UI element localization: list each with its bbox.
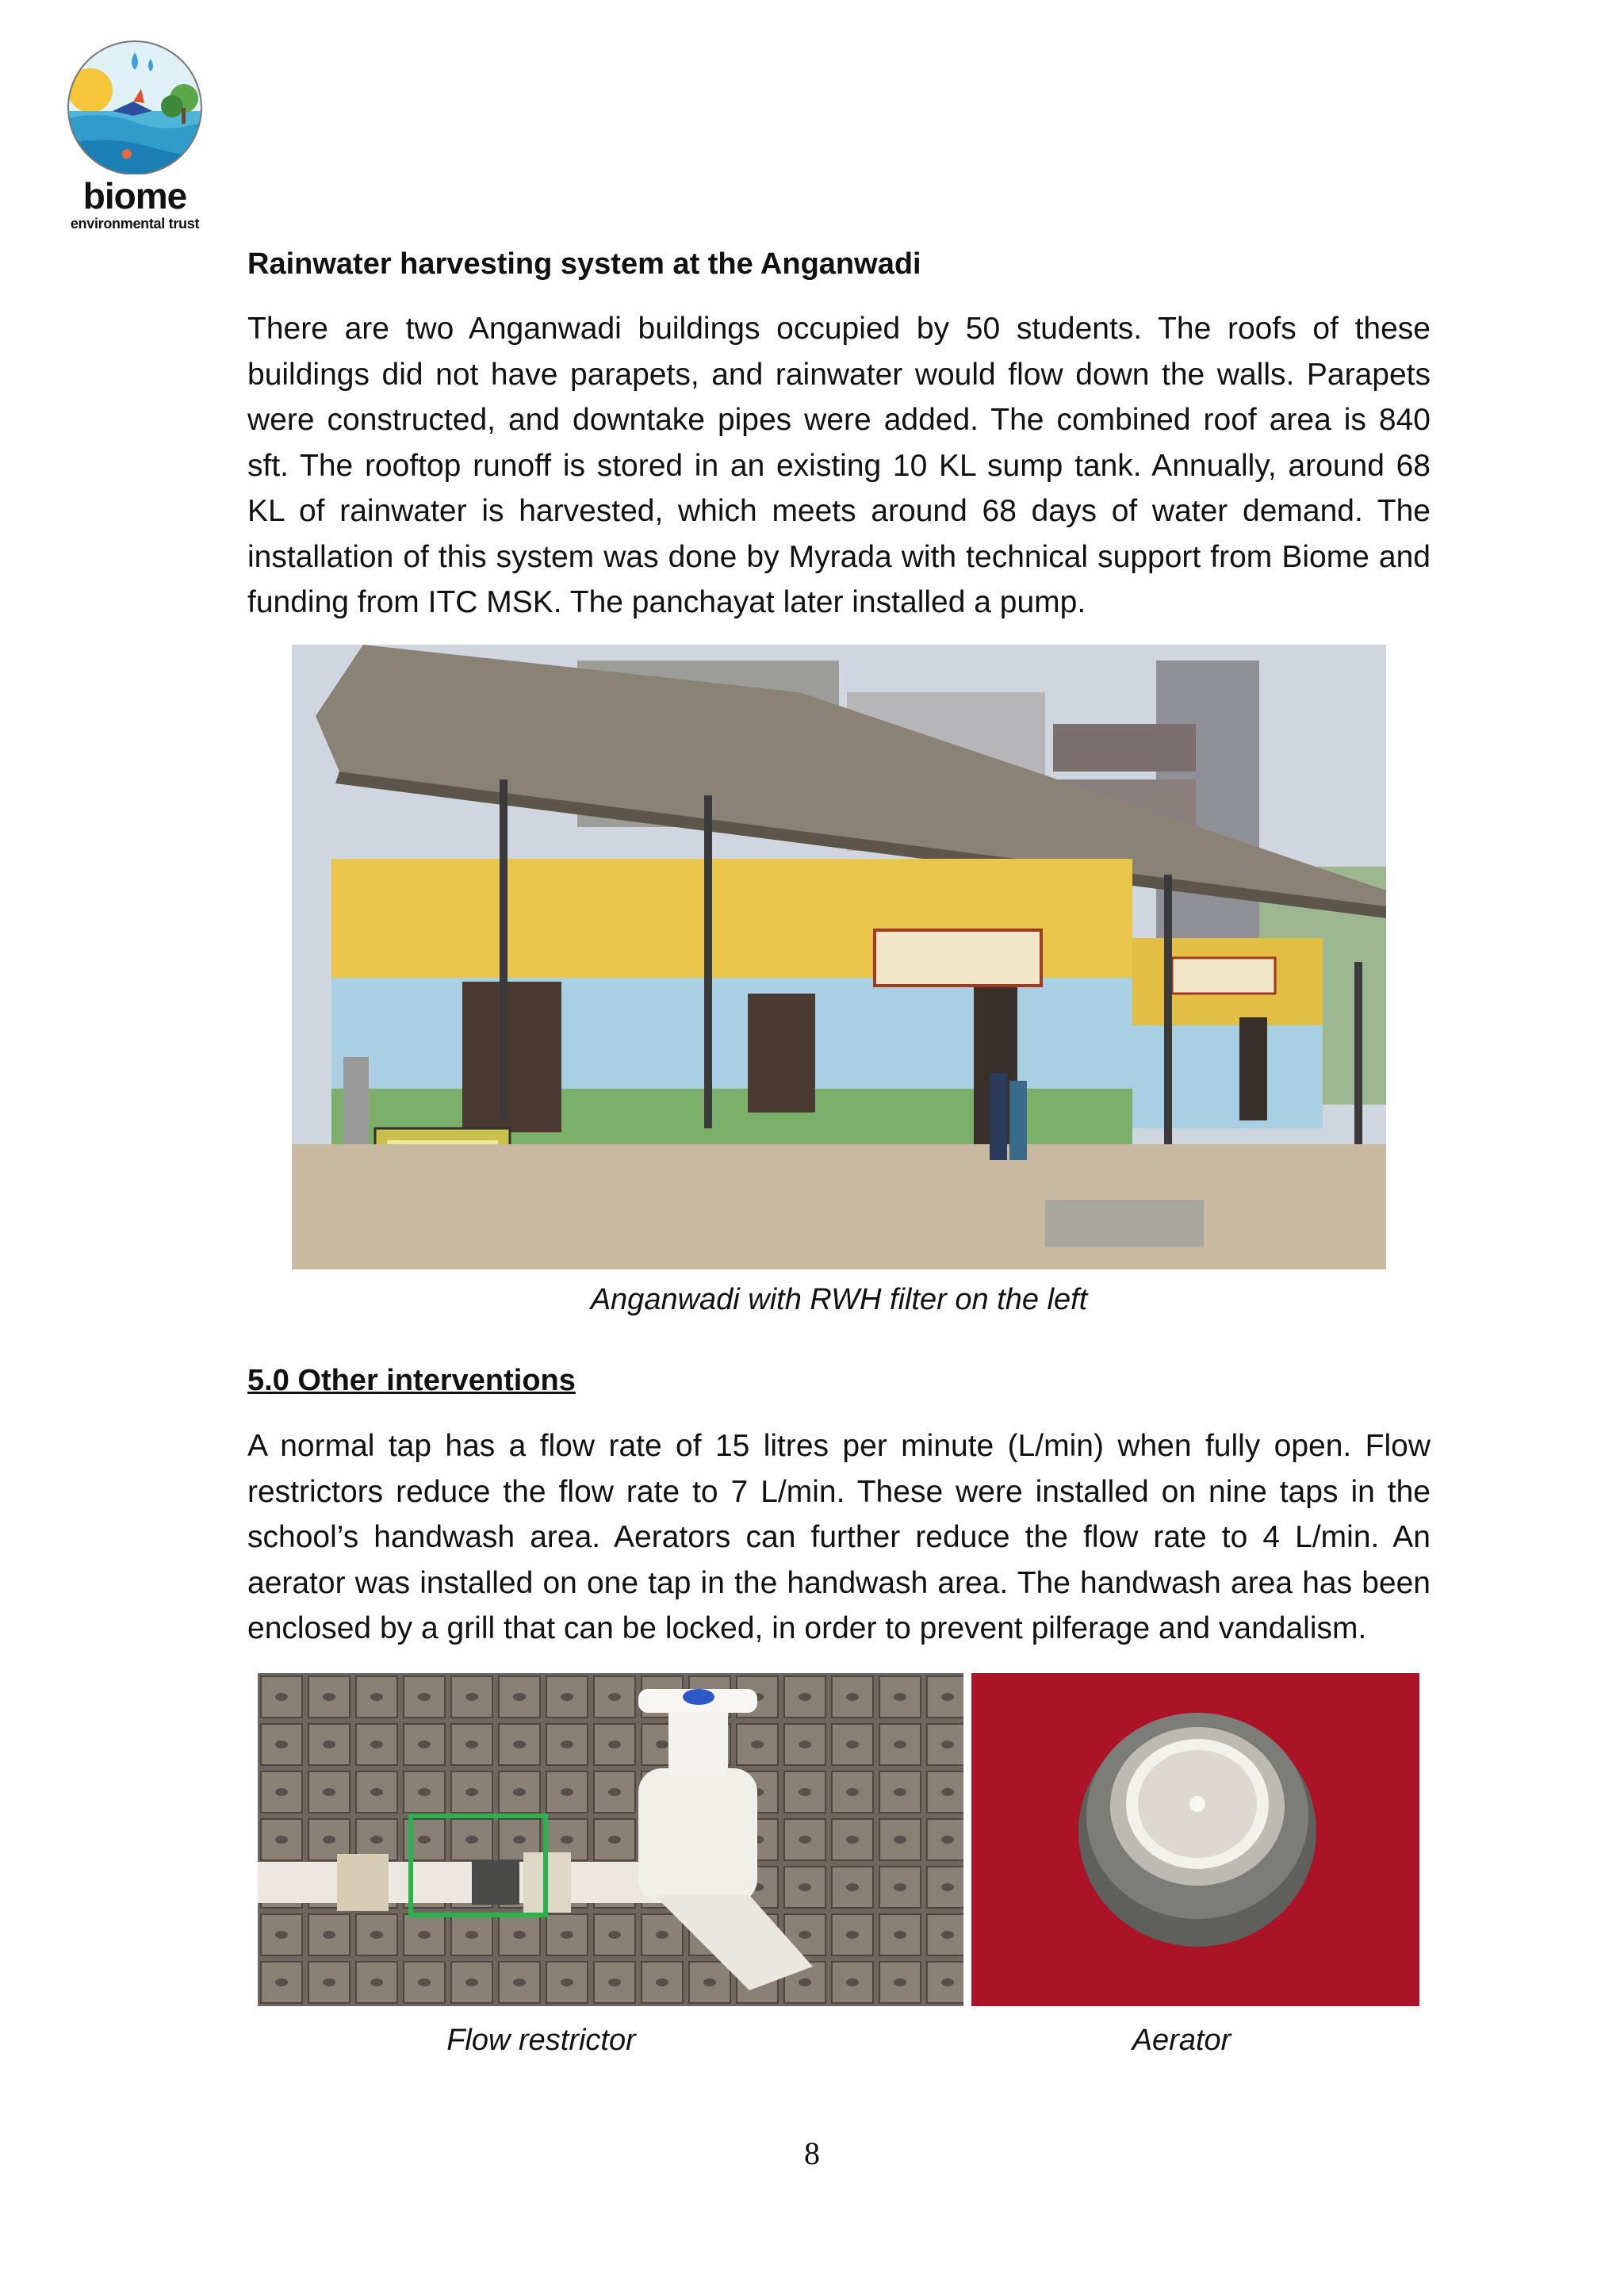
flow-restrictor-photo — [258, 1673, 963, 2006]
brand-name: biome — [82, 175, 187, 216]
other-interventions-heading: 5.0 Other interventions — [247, 1364, 576, 1397]
biome-logo-emblem — [57, 35, 213, 174]
anganwadi-photo — [292, 645, 1386, 1270]
aerator-caption: Aerator — [1132, 2024, 1231, 2057]
rwh-heading: Rainwater harvesting system at the Anganwadi — [247, 247, 921, 281]
page-number: 8 — [804, 2135, 820, 2171]
other-interventions-paragraph: A normal tap has a flow rate of 15 litres per minute (L/min) when fully open. Flow restrictors reduce the flow rate to 7 L/min. These were installed on nine taps in the school’s handwash area. Aerators can further reduce the flow rate to 4 L/min. An aerator was installed on one tap in the handwash area. The handwash area has been enclosed by a grill that can be locked, in order to prevent pilferage and vandalism. — [247, 1429, 1431, 1645]
anganwadi-photo-caption: Anganwadi with RWH filter on the left — [590, 1283, 1088, 1316]
biome-logo — [57, 35, 213, 232]
flow-restrictor-caption: Flow restrictor — [446, 2024, 636, 2057]
aerator-photo — [971, 1673, 1419, 2006]
brand-tagline: environmental trust — [70, 216, 200, 232]
rwh-paragraph: There are two Anganwadi buildings occupied by 50 students. The roofs of these buildings did not have parapets, and rainwater would flow down the walls. Parapets were constructed, and downtake pipes were added. The combined roof area is 840 sft. The rooftop runoff is stored in an existing 10 KL sump tank. Annually, around 68 KL of rainwater is harvested, which meets around 68 days of water demand. The installation of this system was done by Myrada with technical support from Biome and funding from ITC MSK. The panchayat later installed a pump. — [247, 312, 1431, 619]
